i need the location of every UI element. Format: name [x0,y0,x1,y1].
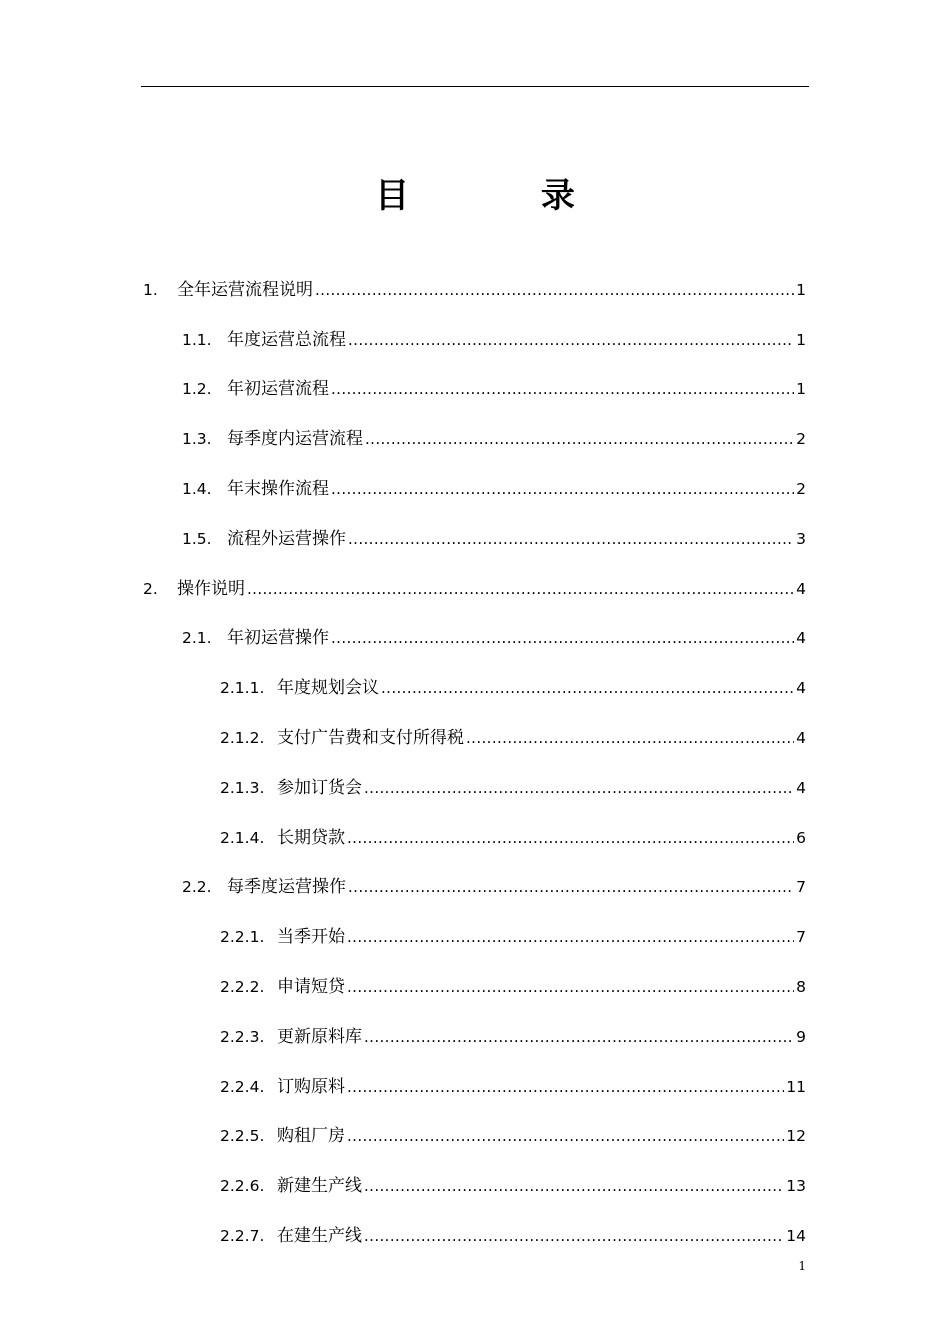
toc-title: 目 录 [375,176,635,216]
header-rule [141,86,809,87]
toc-entry-number: 1.3. [182,430,212,449]
toc-dot-leader [331,477,794,501]
toc-entry-title: 新建生产线 [277,1176,362,1197]
toc-entry-number: 1.1. [182,330,212,349]
toc-entry-title: 每季度运营操作 [227,877,346,898]
toc-entry-title: 操作说明 [177,578,245,599]
toc-entry-number: 1.4. [182,480,212,499]
toc-entry[interactable] [0,912,950,962]
toc-dot-leader [466,726,794,750]
toc-entry[interactable] [0,863,950,913]
toc-entry-page: 4 [796,679,806,698]
toc-entry[interactable] [0,365,950,415]
toc-entry[interactable] [0,713,950,763]
toc-dot-leader [364,1224,784,1248]
toc-entry-page: 9 [796,1027,806,1046]
toc-entry-title: 年初运营操作 [227,628,329,649]
toc-entry-number: 2.2.7. [220,1227,265,1246]
toc-entry[interactable] [0,315,950,365]
toc-entry-page: 4 [796,579,806,598]
toc-entry[interactable] [0,464,950,514]
toc-entry-title: 申请短贷 [277,977,345,998]
toc-dot-leader [347,925,794,949]
toc-entry-number: 2.1.3. [220,778,265,797]
toc-dot-leader [347,826,794,850]
toc-dot-leader [247,577,794,601]
toc-entry-number: 2.2.2. [220,978,265,997]
toc-dot-leader [347,1075,784,1099]
toc-entry-page: 1 [796,330,806,349]
toc-entry-number: 1. [143,280,158,299]
toc-dot-leader [347,975,794,999]
toc-entry[interactable] [0,564,950,614]
toc-entry-title: 全年运营流程说明 [177,279,313,300]
toc-entry[interactable] [0,265,950,315]
toc-entry-title: 每季度内运营流程 [227,429,363,450]
toc-entry-number: 2.2.5. [220,1127,265,1146]
toc-entry-page: 1 [796,280,806,299]
toc-entry-title: 购租厂房 [277,1126,345,1147]
toc-entry[interactable] [0,1112,950,1162]
toc-entry-title: 参加订货会 [277,777,362,798]
toc-entry[interactable] [0,663,950,713]
toc-entry[interactable] [0,414,950,464]
toc-entry-title: 订购原料 [277,1076,345,1097]
toc-entry-page: 8 [796,978,806,997]
toc-entry-page: 6 [796,828,806,847]
toc-entry-page: 13 [786,1177,806,1196]
toc-entry-page: 3 [796,529,806,548]
toc-entry-page: 4 [796,778,806,797]
toc-entry-title: 年初运营流程 [227,379,329,400]
toc-entry-title: 支付广告费和支付所得税 [277,728,464,749]
toc-entry[interactable] [0,763,950,813]
toc-entry-number: 2.2. [182,878,212,897]
toc-entry-page: 14 [786,1227,806,1246]
toc-dot-leader [348,328,794,352]
toc-entry-page: 2 [796,480,806,499]
toc-entry-title: 在建生产线 [277,1226,362,1247]
toc-entry-title: 当季开始 [277,927,345,948]
toc-dot-leader [364,776,794,800]
toc-entry-title: 长期贷款 [277,827,345,848]
toc-entry-number: 2.2.4. [220,1077,265,1096]
toc-entry-page: 1 [796,380,806,399]
toc-entry[interactable] [0,1211,950,1261]
toc-entry[interactable] [0,962,950,1012]
toc-entry-title: 流程外运营操作 [227,528,346,549]
toc-dot-leader [381,676,794,700]
toc-entry-number: 2.2.1. [220,928,265,947]
toc-entry-page: 4 [796,729,806,748]
toc-entry-number: 2.1.1. [220,679,265,698]
toc-entry-page: 12 [786,1127,806,1146]
toc-entry[interactable] [0,1012,950,1062]
toc-entry-number: 2.1.2. [220,729,265,748]
toc-dot-leader [315,278,794,302]
toc-entry-page: 11 [786,1077,806,1096]
toc-entry[interactable] [0,813,950,863]
toc-entry-number: 2.2.3. [220,1027,265,1046]
page-number: 1 [798,1259,806,1273]
toc-dot-leader [347,1124,784,1148]
toc-dot-leader [364,1025,794,1049]
toc-entry-title: 年度运营总流程 [227,329,346,350]
toc-entry-number: 1.2. [182,380,212,399]
toc-dot-leader [348,875,794,899]
toc-entry[interactable] [0,614,950,664]
toc-entry-number: 1.5. [182,529,212,548]
toc-entry-page: 7 [796,928,806,947]
toc-entry-number: 2.1.4. [220,828,265,847]
toc-dot-leader [348,527,794,551]
toc-entry-title: 年末操作流程 [227,479,329,500]
toc-dot-leader [331,377,794,401]
toc-dot-leader [331,626,794,650]
toc-entry-page: 4 [796,629,806,648]
toc-entry[interactable] [0,1062,950,1112]
toc-entry-title: 更新原料库 [277,1026,362,1047]
table-of-contents [0,265,950,1261]
toc-dot-leader [365,427,794,451]
toc-entry-number: 2. [143,579,158,598]
toc-entry[interactable] [0,1161,950,1211]
toc-entry-number: 2.1. [182,629,212,648]
toc-entry-number: 2.2.6. [220,1177,265,1196]
toc-entry-title: 年度规划会议 [277,678,379,699]
toc-entry[interactable] [0,514,950,564]
toc-dot-leader [364,1174,784,1198]
toc-entry-page: 7 [796,878,806,897]
toc-entry-page: 2 [796,430,806,449]
